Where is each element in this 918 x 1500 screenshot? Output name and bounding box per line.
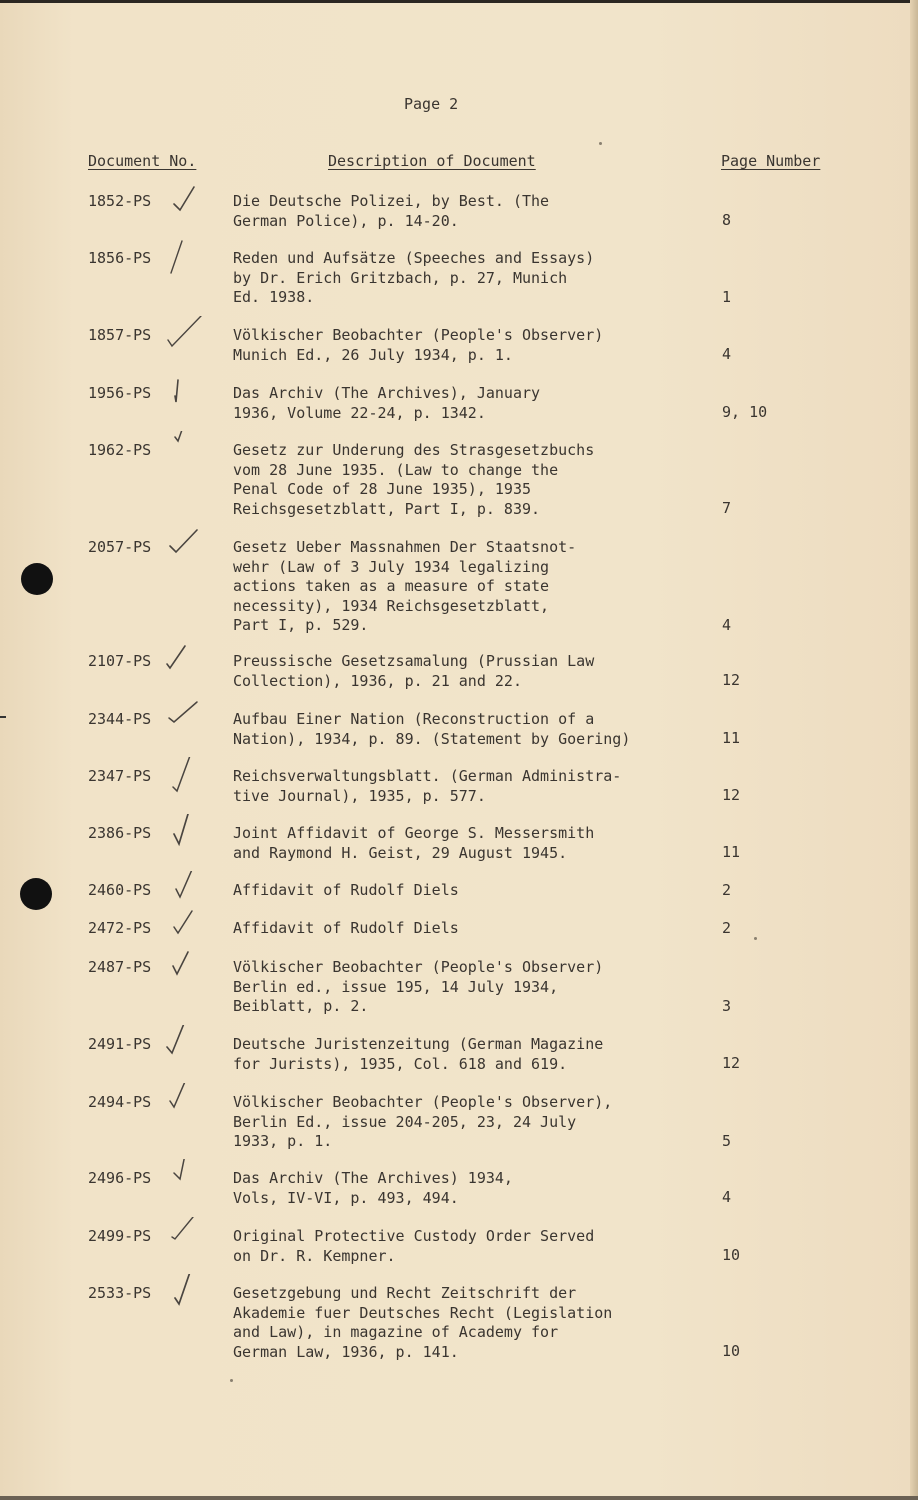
page-number: 4 xyxy=(722,616,732,634)
check-mark-icon xyxy=(165,374,205,414)
check-mark-icon xyxy=(165,1083,205,1123)
paper-speck xyxy=(230,1379,233,1382)
page-number: 11 xyxy=(722,843,741,861)
check-mark-icon xyxy=(165,642,205,682)
description: Völkischer Beobachter (People's Observer) Berlin ed., issue 195, 14 July 1934, Beiblatt, p. 2. xyxy=(233,958,604,1015)
page-number: 9, 10 xyxy=(722,403,768,421)
check-mark-icon xyxy=(165,431,205,471)
header-document-no: Document No. xyxy=(88,152,197,170)
document-number: 1956-PS xyxy=(88,384,152,402)
document-number: 1852-PS xyxy=(88,192,152,210)
margin-mark xyxy=(0,716,6,718)
check-mark-icon xyxy=(165,316,205,356)
page-number: 4 xyxy=(722,1188,732,1206)
document-number: 2472-PS xyxy=(88,919,152,937)
page-number: 12 xyxy=(722,671,741,689)
top-border xyxy=(0,0,918,3)
document-number: 2107-PS xyxy=(88,652,152,670)
description: Das Archiv (The Archives) 1934, Vols, IV-VI, p. 493, 494. xyxy=(233,1169,513,1207)
check-mark-icon xyxy=(165,528,205,568)
page-number: 11 xyxy=(722,729,741,747)
page-number: 1 xyxy=(722,288,732,306)
page-number: 10 xyxy=(722,1246,741,1264)
document-number: 1962-PS xyxy=(88,441,152,459)
bottom-border xyxy=(0,1496,918,1500)
description: Aufbau Einer Nation (Reconstruction of a Nation), 1934, p. 89. (Statement by Goering) xyxy=(233,710,631,748)
description: Das Archiv (The Archives), January 1936, Volume 22-24, p. 1342. xyxy=(233,384,541,422)
page-number: 12 xyxy=(722,786,741,804)
document-number: 1856-PS xyxy=(88,249,152,267)
page-number: 12 xyxy=(722,1054,741,1072)
description: Gesetzgebung und Recht Zeitschrift der Akademie fuer Deutsches Recht (Legislation and Law), in magazine of Academy for German Law, 1936, p. 141. xyxy=(233,1284,613,1361)
page-number: 10 xyxy=(722,1342,741,1360)
document-number: 2487-PS xyxy=(88,958,152,976)
header-description: Description of Document xyxy=(328,152,536,170)
paper-speck xyxy=(599,142,602,145)
punch-hole xyxy=(21,563,53,595)
punch-hole xyxy=(20,878,52,910)
header-page-number: Page Number xyxy=(721,152,821,170)
description: Preussische Gesetzsamalung (Prussian Law Collection), 1936, p. 21 and 22. xyxy=(233,652,595,690)
document-number: 2494-PS xyxy=(88,1093,152,1111)
check-mark-icon xyxy=(165,239,205,279)
page-edge-shadow xyxy=(910,0,918,1500)
document-number: 2496-PS xyxy=(88,1169,152,1187)
page-number: 3 xyxy=(722,997,732,1015)
document-number: 2499-PS xyxy=(88,1227,152,1245)
document-number: 2533-PS xyxy=(88,1284,152,1302)
document-number: 2386-PS xyxy=(88,824,152,842)
check-mark-icon xyxy=(165,1025,205,1065)
description: Reichsverwaltungsblatt. (German Administra- tive Journal), 1935, p. 577. xyxy=(233,767,622,805)
description: Deutsche Juristenzeitung (German Magazine for Jurists), 1935, Col. 618 and 619. xyxy=(233,1035,604,1073)
check-mark-icon xyxy=(165,871,205,911)
page-number: 4 xyxy=(722,345,732,363)
document-number: 2460-PS xyxy=(88,881,152,899)
description: Original Protective Custody Order Served on Dr. R. Kempner. xyxy=(233,1227,595,1265)
document-number: 1857-PS xyxy=(88,326,152,344)
description: Die Deutsche Polizei, by Best. (The German Police), p. 14-20. xyxy=(233,192,550,230)
check-mark-icon xyxy=(165,1159,205,1199)
description: Affidavit of Rudolf Diels xyxy=(233,881,459,899)
page-number: 5 xyxy=(722,1132,732,1150)
description: Völkischer Beobachter (People's Observer) Munich Ed., 26 July 1934, p. 1. xyxy=(233,326,604,364)
document-number: 2344-PS xyxy=(88,710,152,728)
page-number: 8 xyxy=(722,211,732,229)
check-mark-icon xyxy=(165,182,205,222)
page-label: Page 2 xyxy=(404,95,459,113)
document-number: 2491-PS xyxy=(88,1035,152,1053)
description: Reden und Aufsätze (Speeches and Essays) by Dr. Erich Gritzbach, p. 27, Munich Ed. 1938. xyxy=(233,249,595,306)
description: Gesetz zur Underung des Strasgesetzbuchs vom 28 June 1935. (Law to change the Penal Code of 28 June 1935), 1935 Reichsgesetzblatt, Part I, p. 839. xyxy=(233,441,595,518)
check-mark-icon xyxy=(165,909,205,949)
check-mark-icon xyxy=(165,948,205,988)
check-mark-icon xyxy=(165,1217,205,1257)
check-mark-icon xyxy=(165,700,205,740)
document-number: 2347-PS xyxy=(88,767,152,785)
page-number: 2 xyxy=(722,881,732,899)
paper-speck xyxy=(754,937,757,940)
document-number: 2057-PS xyxy=(88,538,152,556)
description: Völkischer Beobachter (People's Observer), Berlin Ed., issue 204-205, 23, 24 July 1933, p. 1. xyxy=(233,1093,613,1150)
page-number: 2 xyxy=(722,919,732,937)
check-mark-icon xyxy=(165,1274,205,1314)
page-number: 7 xyxy=(722,499,732,517)
description: Affidavit of Rudolf Diels xyxy=(233,919,459,937)
check-mark-icon xyxy=(165,757,205,797)
description: Gesetz Ueber Massnahmen Der Staatsnot- wehr (Law of 3 July 1934 legalizing actions taken as a measure of state necessity), 1934 Reichsgesetzblatt, Part I, p. 529. xyxy=(233,538,577,634)
check-mark-icon xyxy=(165,814,205,854)
description: Joint Affidavit of George S. Messersmith and Raymond H. Geist, 29 August 1945. xyxy=(233,824,595,862)
